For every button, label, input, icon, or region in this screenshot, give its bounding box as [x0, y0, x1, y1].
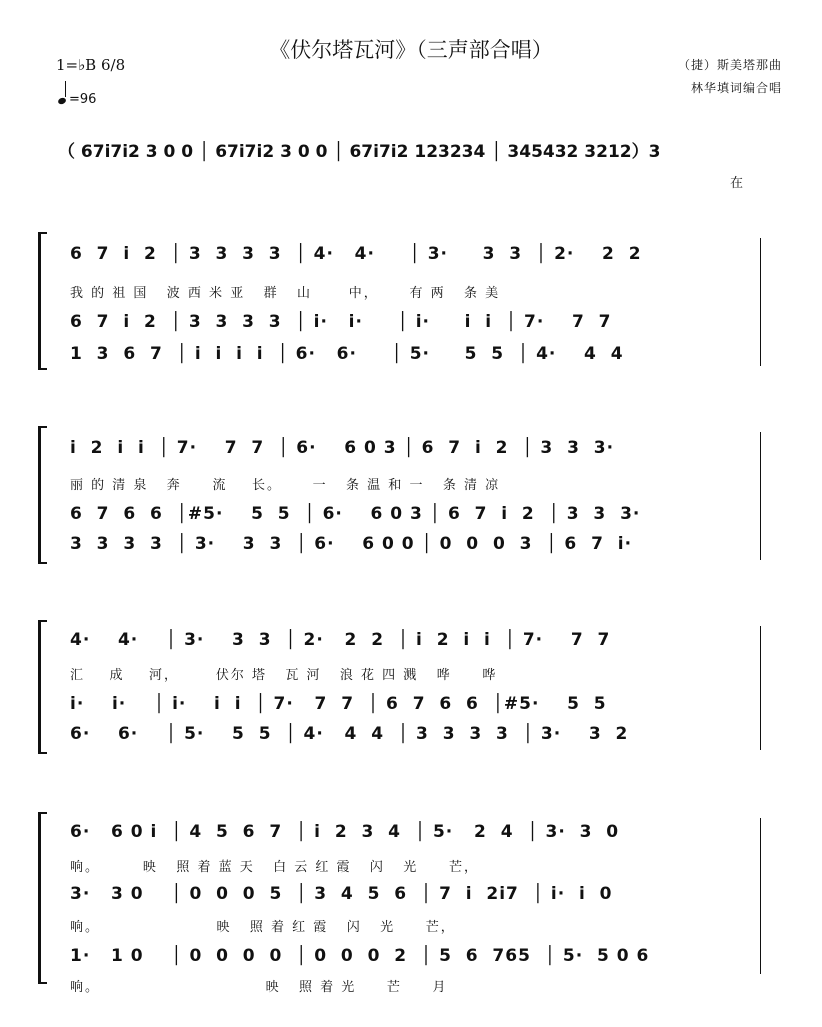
end-barline — [760, 432, 761, 560]
alto-line: 3· 3 0 │ 0 0 0 5 │ 3 4 5 6 │ 7 i 2i7 │ i· i 0 — [70, 884, 613, 904]
score-system-4 — [38, 812, 768, 995]
tempo-value: =96 — [69, 92, 97, 107]
end-barline — [760, 626, 761, 750]
bass-line: 1· 1 0 │ 0 0 0 0 │ 0 0 0 2 │ 5 6 765 │ 5· 5 0 6 — [70, 946, 650, 966]
lyric-line: 我 的 祖 国 波 西 米 亚 群 山 中， 有 两 条 美 — [70, 286, 501, 301]
end-barline — [760, 818, 761, 974]
soprano-line: 4· 4· │ 3· 3 3 │ 2· 2 2 │ i 2 i i │ 7· 7 7 — [70, 630, 611, 650]
system-brace — [38, 620, 47, 754]
soprano-line: 6 7 i 2 │ 3 3 3 3 │ 4· 4· │ 3· 3 3 │ 2· 2 2 — [70, 244, 642, 264]
composer-credit: （捷）斯美塔那曲 — [677, 58, 782, 72]
lyric-line: 汇 成 河， 伏尔 塔 瓦 河 浪 花 四 溅 哗 哗 — [70, 668, 498, 683]
bass-line: 3 3 3 3 │ 3· 3 3 │ 6· 6 0 0 │ 0 0 0 3 │ 6 7 i· — [70, 534, 633, 554]
score-system-3 — [38, 620, 768, 754]
soprano-line: 6· 6 0 i │ 4 5 6 7 │ i 2 3 4 │ 5· 2 4 │ 3· 3 0 — [70, 822, 620, 842]
lyric-line-1: 响。 映 照 着 蓝 天 白 云 红 霞 闪 光 芒， — [70, 860, 479, 875]
alto-line: 6 7 i 2 │ 3 3 3 3 │ i· i· │ i· i i │ 7· 7 7 — [70, 312, 612, 332]
system-brace — [38, 232, 47, 370]
alto-line: 6 7 6 6 │#5· 5 5 │ 6· 6 0 3 │ 6 7 i 2 │ 3 3 3· — [70, 504, 641, 524]
key-signature: 1=♭B 6/8 — [56, 56, 126, 74]
lyric-line-3: 响。 映 照 着 光 芒 月 — [70, 980, 448, 995]
score-system-2 — [38, 426, 768, 564]
soprano-line: i 2 i i │ 7· 7 7 │ 6· 6 0 3 │ 6 7 i 2 │ 3 3 3· — [70, 438, 615, 458]
system-brace — [38, 812, 47, 984]
lyric-line: 丽 的 清 泉 奔 流 长。 一 条 温 和 一 条 清 凉 — [70, 478, 501, 493]
tempo-marking — [58, 87, 96, 107]
intro-lyric: 在 — [730, 176, 744, 191]
intro-line: （ 67i7i2 3 0 0 │ 67i7i2 3 0 0 │ 67i7i2 123234 │ 345432 3212）3 — [58, 142, 661, 162]
alto-line: i· i· │ i· i i │ 7· 7 7 │ 6 7 6 6 │#5· 5 5 — [70, 694, 607, 714]
score-title: 《伏尔塔瓦河》（三声部合唱） — [269, 38, 553, 62]
score-system-1 — [38, 232, 768, 370]
arranger-credit: 林华填词编合唱 — [690, 81, 782, 95]
end-barline — [760, 238, 761, 366]
bass-line: 1 3 6 7 │ i i i i │ 6· 6· │ 5· 5 5 │ 4· 4 4 — [70, 344, 624, 364]
lyric-line-2: 响。 映 照 着 红 霞 闪 光 芒， — [70, 920, 456, 935]
bass-line: 6· 6· │ 5· 5 5 │ 4· 4 4 │ 3 3 3 3 │ 3· 3 2 — [70, 724, 629, 744]
quarter-note-icon — [57, 97, 67, 105]
system-brace — [38, 426, 47, 564]
